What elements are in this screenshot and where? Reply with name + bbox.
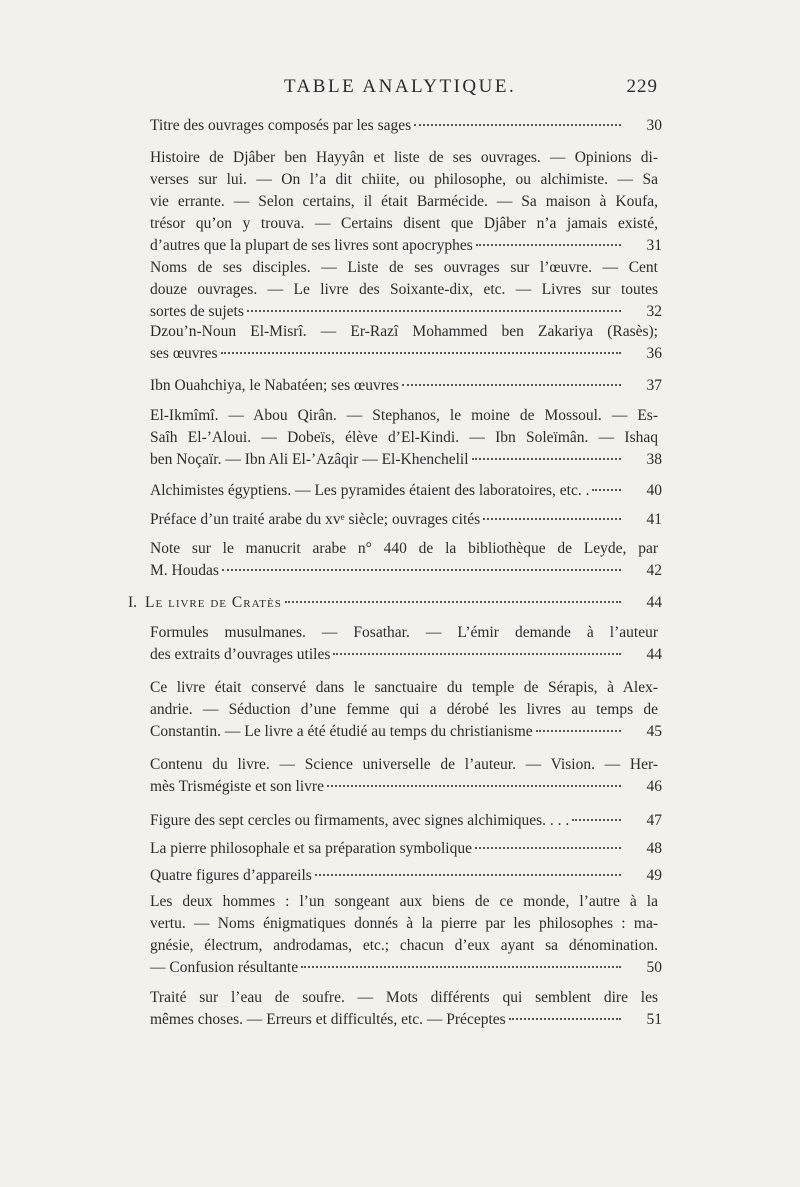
dot-leader [402, 384, 621, 386]
entry-page-number: 44 [646, 646, 662, 663]
toc-entry [128, 592, 662, 614]
entry-title: La pierre philosophale et sa préparation symbolique [150, 840, 472, 857]
dot-leader [301, 966, 621, 968]
entry-line: andrie. — Séduction d’une femme qui a dérobé les livres au temps de [150, 701, 658, 718]
entry-page-number: 44 [646, 594, 662, 611]
toc-entry [150, 677, 662, 743]
entry-line: trésor qu’on y trouva. — Certains disent que Djâber n’a jamais existé, [150, 215, 658, 232]
toc-entry [150, 405, 662, 471]
entry-page-number: 48 [646, 840, 662, 857]
entry-page-number: 38 [646, 451, 662, 468]
entry-last-line [150, 301, 662, 323]
dot-leader [472, 458, 621, 460]
entry-page-number: 40 [646, 482, 662, 499]
entry-last-line [150, 865, 662, 887]
toc-entry [150, 147, 662, 257]
entry-last-line [150, 375, 662, 397]
entry-last-line [150, 560, 662, 582]
entry-title: Préface d’un traité arabe du xvᵉ siècle; ouvrages cités [150, 511, 481, 528]
entry-title: Quatre figures d’appareils [150, 867, 312, 884]
entry-line: verses sur lui. — On l’a dit chiite, ou philosophe, ou alchimiste. — Sa [150, 171, 658, 188]
running-header [270, 76, 658, 100]
toc-entry [150, 891, 662, 979]
entry-title: des extraits d’ouvrages utiles [150, 646, 331, 663]
entry-title: Alchimistes égyptiens. — Les pyramides étaient des laboratoires, etc. . [150, 482, 590, 499]
toc-entry [150, 987, 662, 1031]
entry-last-line [150, 115, 662, 137]
entry-line: gnésie, électrum, androdamas, etc.; chacun d’eux ayant sa dénomination. [150, 937, 658, 954]
entry-line: Noms de ses disciples. — Liste de ses ouvrages sur l’œuvre. — Cent [150, 259, 658, 276]
entry-last-line [150, 838, 662, 860]
entry-page-number: 31 [646, 237, 662, 254]
entry-line: vie errante. — Selon certains, il était Barmécide. — Sa maison à Koufa, [150, 193, 658, 210]
header-title: TABLE ANALYTIQUE. [284, 76, 517, 97]
toc-entry [150, 257, 662, 323]
entry-title: d’autres que la plupart de ses livres sont apocryphes [150, 237, 473, 254]
entry-line: Traité sur l’eau de soufre. — Mots différents qui semblent dire les [150, 989, 658, 1006]
entry-title: M. Houdas [150, 562, 219, 579]
entry-title: ses œuvres [150, 345, 218, 362]
section-number: I. [128, 594, 138, 611]
dot-leader [222, 569, 621, 571]
entry-page-number: 45 [646, 723, 662, 740]
entry-line: Ce livre était conservé dans le sanctuaire du temple de Sérapis, à Alex- [150, 679, 658, 696]
entry-last-line [150, 957, 662, 979]
entry-last-line [150, 235, 662, 257]
toc-entry [150, 538, 662, 582]
dot-leader [221, 352, 621, 354]
entry-line: vertu. — Noms énigmatiques donnés à la pierre par les philosophes : ma- [150, 915, 658, 932]
dot-leader [509, 1018, 621, 1020]
toc-entry [150, 115, 662, 137]
toc-entry [150, 810, 662, 832]
toc-entry [150, 375, 662, 397]
entry-line: Saîh El-’Aloui. — Dobeïs, élève d’El-Kindi. — Ibn Soleïmân. — Ishaq [150, 429, 658, 446]
dot-leader [572, 819, 621, 821]
entry-line: douze ouvrages. — Le livre des Soixante-dix, etc. — Livres sur toutes [150, 281, 658, 298]
entry-page-number: 50 [646, 959, 662, 976]
entry-page-number: 42 [646, 562, 662, 579]
entry-last-line [150, 776, 662, 798]
entry-title: — Confusion résultante [150, 959, 299, 976]
entry-title: mêmes choses. — Erreurs et difficultés, etc. — Préceptes [150, 1011, 506, 1028]
header-page-number: 229 [626, 76, 658, 97]
entry-last-line [150, 343, 662, 365]
entry-line: Dzou’n-Noun El-Misrî. — Er-Razî Mohammed ben Zakariya (Rasès); [150, 323, 658, 340]
dot-leader [536, 730, 621, 732]
toc-entry [150, 321, 662, 365]
entry-last-line [150, 810, 662, 832]
dot-leader [333, 653, 621, 655]
dot-leader [315, 874, 621, 876]
entry-last-line [150, 721, 662, 743]
dot-leader [476, 244, 621, 246]
entry-title: sortes de sujets [150, 303, 244, 320]
entry-page-number: 32 [646, 303, 662, 320]
entry-title: Le livre de Cratès [145, 594, 282, 611]
entry-line: El-Ikmîmî. — Abou Qirân. — Stephanos, le moine de Mossoul. — Es- [150, 407, 658, 424]
entry-page-number: 46 [646, 778, 662, 795]
dot-leader [483, 518, 621, 520]
entry-line: Contenu du livre. — Science universelle de l’auteur. — Vision. — Her- [150, 756, 658, 773]
dot-leader [327, 785, 621, 787]
dot-leader [247, 310, 621, 312]
entry-line: Formules musulmanes. — Fosathar. — L’émir demande à l’auteur [150, 624, 658, 641]
dot-leader [592, 489, 621, 491]
entry-title: mès Trismégiste et son livre [150, 778, 324, 795]
entry-title: Figure des sept cercles ou firmaments, avec signes alchimiques. . . . [150, 812, 570, 829]
entry-title: ben Noçaïr. — Ibn Ali El-’Azâqir — El-Khenchelil [150, 451, 469, 468]
entry-title: Titre des ouvrages composés par les sages [150, 117, 412, 134]
dot-leader [414, 124, 621, 126]
entry-last-line [150, 449, 662, 471]
entry-line: Note sur le manucrit arabe n° 440 de la bibliothèque de Leyde, par [150, 540, 658, 557]
entry-line: Histoire de Djâber ben Hayyân et liste de ses ouvrages. — Opinions di- [150, 149, 658, 166]
toc-entry [150, 865, 662, 887]
toc-entry [150, 622, 662, 666]
entry-title: Ibn Ouahchiya, le Nabatéen; ses œuvres [150, 377, 399, 394]
entry-page-number: 36 [646, 345, 662, 362]
toc-entry [150, 509, 662, 531]
entry-page-number: 30 [646, 117, 662, 134]
dot-leader [285, 601, 621, 603]
toc-entry [150, 754, 662, 798]
entry-page-number: 51 [646, 1011, 662, 1028]
toc-entry [150, 480, 662, 502]
entry-page-number: 41 [646, 511, 662, 528]
entry-page-number: 37 [646, 377, 662, 394]
entry-last-line [128, 592, 662, 614]
toc-entry [150, 838, 662, 860]
dot-leader [475, 847, 621, 849]
entry-page-number: 47 [646, 812, 662, 829]
entry-page-number: 49 [646, 867, 662, 884]
entry-title: Constantin. — Le livre a été étudié au temps du christianisme [150, 723, 533, 740]
entry-last-line [150, 644, 662, 666]
entry-line: Les deux hommes : l’un songeant aux biens de ce monde, l’autre à la [150, 893, 658, 910]
entry-last-line [150, 509, 662, 531]
entry-last-line [150, 1009, 662, 1031]
entry-last-line [150, 480, 662, 502]
